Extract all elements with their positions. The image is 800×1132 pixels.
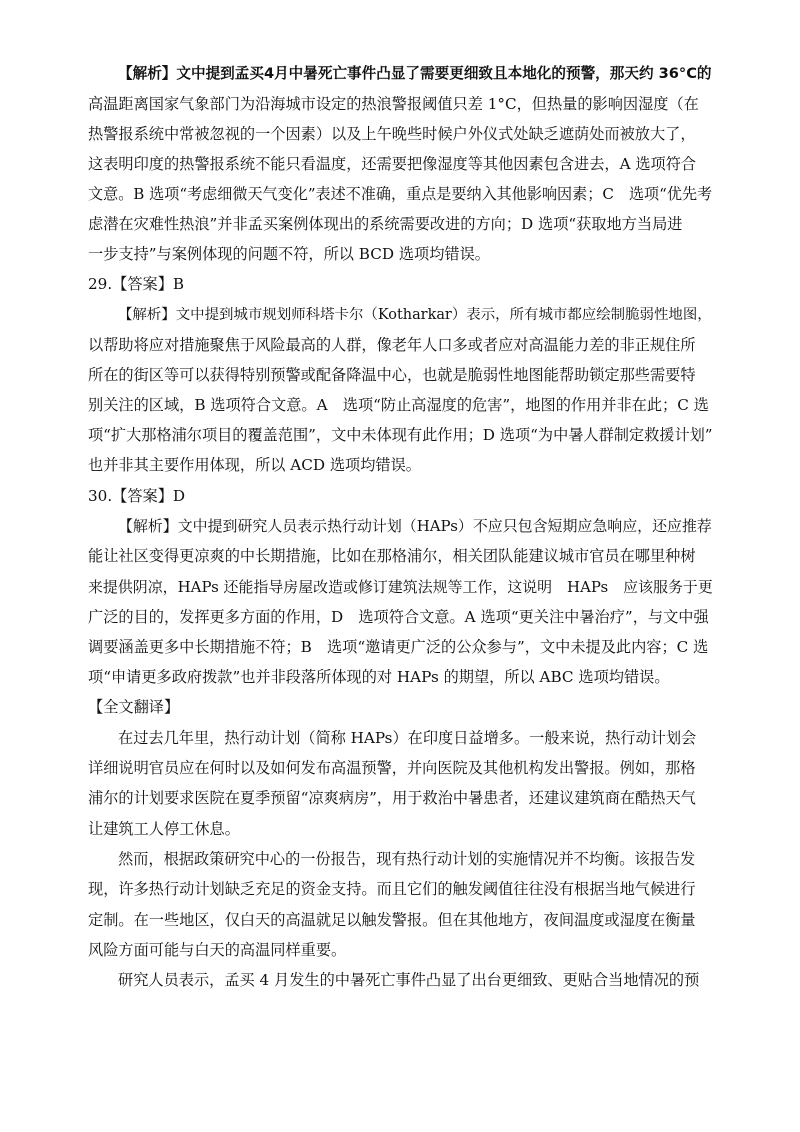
analysis-30-line-2: 能让社区变得更凉爽的中长期措施，比如在那格浦尔，相关团队能建议城市官员在哪里种树 xyxy=(88,547,696,565)
answer-30: 30.【答案】D xyxy=(88,487,186,505)
analysis-29-line-6: 也并非其主要作用体现，所以 ACD 选项均错误。 xyxy=(88,456,421,474)
analysis-28-line-2: 高温距离国家气象部门为沿海城市设定的热浪警报阈值只差 1°C，但热量的影响因湿度（在 xyxy=(88,95,699,113)
analysis-28-line-3: 热警报系统中常被忽视的一个因素）以及上午晚些时候户外仪式处缺乏遮荫处而被放大了， xyxy=(88,125,696,143)
analysis-30-line-5: 调要涵盖更多中长期措施不符；B 选项“邀请更广泛的公众参与”，文中未提及此内容；C 选 xyxy=(88,638,709,656)
analysis-29-line-3: 所在的街区等可以获得特别预警或配备降温中心，也就是脆弱性地图能帮助锁定那些需要特 xyxy=(88,366,696,384)
analysis-28-line-1: 【解析】文中提到孟买4月中暑死亡事件凸显了需要更细致且本地化的预警，那天约 36°C的 xyxy=(118,65,712,82)
translation-p1-line-3: 浦尔的计划要求医院在夏季预留“凉爽病房”，用于救治中暑患者，还建议建筑商在酷热天气 xyxy=(88,789,696,807)
analysis-30-line-6: 项“申请更多政府拨款”也并非段落所体现的对 HAPs 的期望，所以 ABC 选项均错误。 xyxy=(88,668,670,686)
analysis-30-line-1: 【解析】文中提到研究人员表示热行动计划（HAPs）不应只包含短期应急响应，还应推荐 xyxy=(118,517,712,535)
analysis-29-line-4: 别关注的区域，B 选项符合文意。A 选项“防止高湿度的危害”，地图的作用并非在此；C 选 xyxy=(88,396,709,414)
analysis-29-line-1: 【解析】文中提到城市规划师科塔卡尔（Kotharkar）表示，所有城市都应绘制脆弱性地图， xyxy=(118,307,712,323)
translation-p2-line-4: 风险方面可能与白天的高温同样重要。 xyxy=(88,941,347,959)
translation-p2-line-2: 现，许多热行动计划缺乏充足的资金支持。而且它们的触发阈值往往没有根据当地气候进行 xyxy=(88,880,696,898)
analysis-29-line-2: 以帮助将应对措施聚焦于风险最高的人群，像老年人口多或者应对高温能力差的非正规住所 xyxy=(88,336,696,354)
translation-p3-line-1: 研究人员表示，孟买 4 月发生的中暑死亡事件凸显了出台更细致、更贴合当地情况的预 xyxy=(118,971,700,989)
analysis-28-line-6: 虑潜在灾难性热浪”并非孟买案例体现出的系统需要改进的方向；D 选项“获取地方当局进 xyxy=(88,215,683,233)
analysis-28-line-4: 这表明印度的热警报系统不能只看温度，还需要把像湿度等其他因素包含进去，A 选项符合 xyxy=(88,155,697,173)
answer-29: 29.【答案】B xyxy=(88,275,185,293)
analysis-29-line-5: 项“扩大那格浦尔项目的覆盖范围”，文中未体现有此作用；D 选项“为中暑人群制定救援计划” xyxy=(88,426,713,444)
analysis-28-line-5: 文意。B 选项“考虑细微天气变化”表述不准确，重点是要纳入其他影响因素；C 选项“优先考 xyxy=(88,185,713,203)
translation-p1-line-1: 在过去几年里，热行动计划（简称 HAPs）在印度日益增多。一般来说，热行动计划会 xyxy=(118,729,697,747)
translation-p2-line-1: 然而，根据政策研究中心的一份报告，现有热行动计划的实施情况并不均衡。该报告发 xyxy=(118,850,696,868)
translation-p2-line-3: 定制。在一些地区，仅白天的高温就足以触发警报。但在其他地方，夜间温度或湿度在衡量 xyxy=(88,911,696,929)
translation-p1-line-4: 让建筑工人停工休息。 xyxy=(88,820,240,838)
analysis-30-line-4: 广泛的目的，发挥更多方面的作用，D 选项符合文意。A 选项“更关注中暑治疗”，与文中强 xyxy=(88,608,709,626)
translation-p1-line-2: 详细说明官员应在何时以及如何发布高温预警，并向医院及其他机构发出警报。例如，那格 xyxy=(88,759,696,777)
analysis-28-line-7: 一步支持”与案例体现的问题不符，所以 BCD 选项均错误。 xyxy=(88,245,490,263)
section-heading-translation: 【全文翻译】 xyxy=(88,698,180,716)
analysis-30-line-3: 来提供阴凉，HAPs 还能指导房屋改造或修订建筑法规等工作，这说明 HAPs 应该服务于更 xyxy=(88,578,713,596)
